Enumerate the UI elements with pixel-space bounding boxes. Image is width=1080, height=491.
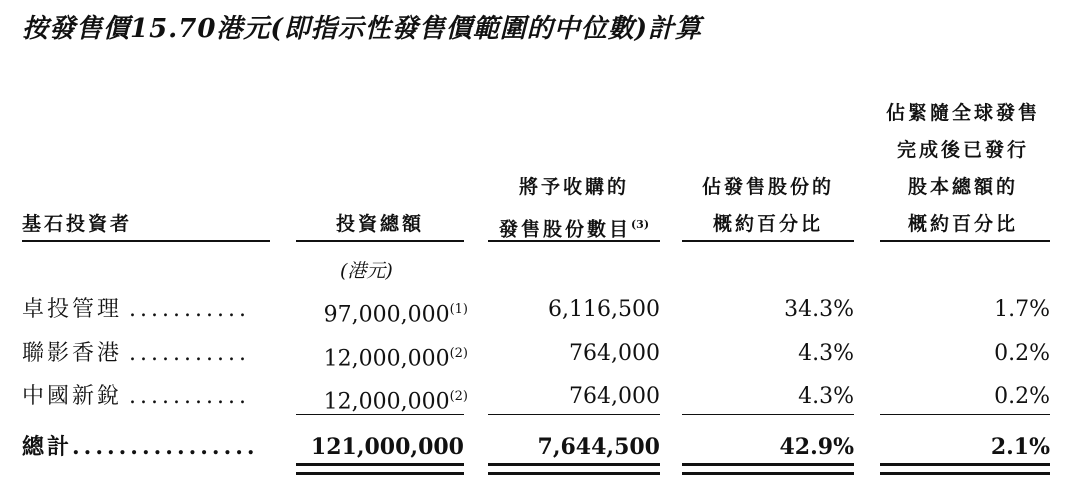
table-row-2-amount: [296, 339, 468, 374]
header-pct-total-line4: 概約百分比: [907, 213, 1018, 235]
total-rule-amount: [296, 463, 464, 475]
row-2-note: (2): [449, 346, 468, 361]
row-3-dots: ...........: [129, 384, 250, 409]
row-2-dots: ...........: [129, 341, 250, 366]
table-row-2-investor: [22, 339, 250, 369]
row-2-name: 聯影香港: [22, 341, 123, 366]
header-pct-offer: [682, 169, 854, 243]
header-rule-amount: [296, 240, 464, 242]
row-3-note: (2): [449, 389, 468, 404]
header-pct-total: [874, 95, 1052, 243]
amount-unit: (港元): [340, 260, 393, 282]
header-rule-investor: [22, 240, 270, 242]
header-pct-total-line3: 股本總額的: [907, 176, 1018, 198]
header-pct-offer-line1: 佔發售股份的: [701, 176, 834, 198]
header-amount: [296, 206, 464, 243]
total-row-shares: 7,644,500: [537, 434, 660, 460]
subtotal-rule-pct-total: [880, 414, 1050, 415]
total-row-amount: 121,000,000: [310, 434, 464, 460]
row-1-dots: ...........: [129, 297, 250, 322]
row-1-name: 卓投管理: [22, 297, 123, 322]
header-investor: [22, 206, 132, 243]
total-rule-pct-total: [880, 463, 1050, 475]
row-1-note: (1): [449, 302, 468, 317]
header-rule-pct-total: [880, 240, 1050, 242]
total-row-pct-total: 2.1%: [990, 434, 1050, 460]
table-row-3-amount: [296, 382, 468, 417]
total-rule-pct-offer: [682, 463, 854, 475]
table-row-1-pct-offer: 34.3%: [784, 297, 854, 322]
subtotal-rule-shares: [488, 414, 660, 415]
table-row-3-pct-offer: 4.3%: [798, 384, 854, 409]
table-row-1-pct-total: 1.7%: [994, 297, 1050, 322]
table-row-2-shares: 764,000: [569, 341, 660, 366]
header-pct-total-line2: 完成後已發行: [896, 139, 1029, 161]
header-rule-pct-offer: [682, 240, 854, 242]
row-3-name: 中國新銳: [22, 384, 123, 409]
total-rule-shares: [488, 463, 660, 475]
table-row-2-pct-offer: 4.3%: [798, 341, 854, 366]
table-row-2-pct-total: 0.2%: [994, 341, 1050, 366]
row-3-amount: 12,000,000: [323, 389, 450, 415]
header-pct-total-line1: 佔緊隨全球發售: [885, 102, 1040, 124]
header-pct-offer-line2: 概約百分比: [712, 213, 823, 235]
row-1-amount: 97,000,000: [323, 302, 450, 328]
total-row-investor: [22, 432, 259, 462]
header-shares-note: (3): [630, 218, 650, 231]
header-amount-label: 投資總額: [335, 213, 424, 235]
page-title: 按發售價15.70港元(即指示性發售價範圍的中位數)計算: [22, 14, 703, 44]
table-row-3-shares: 764,000: [569, 384, 660, 409]
table-row-3-investor: [22, 382, 250, 412]
header-shares-line2-text: 發售股份數目: [498, 218, 631, 241]
total-name: 總計: [22, 434, 73, 460]
header-rule-shares: [488, 240, 660, 242]
table-row-1-shares: 6,116,500: [548, 297, 660, 322]
table-row-1-amount: [296, 295, 468, 330]
row-2-amount: 12,000,000: [323, 346, 450, 372]
header-shares: [488, 169, 660, 248]
header-shares-line1: 將予收購的: [518, 176, 629, 198]
header-investor-label: 基石投資者: [22, 213, 133, 235]
total-row-pct-offer: 42.9%: [779, 434, 854, 460]
subtotal-rule-amount: [296, 414, 464, 415]
total-dots: ................: [72, 434, 259, 460]
table-row-3-pct-total: 0.2%: [994, 384, 1050, 409]
subtotal-rule-pct-offer: [682, 414, 854, 415]
table-row-1-investor: [22, 295, 250, 325]
